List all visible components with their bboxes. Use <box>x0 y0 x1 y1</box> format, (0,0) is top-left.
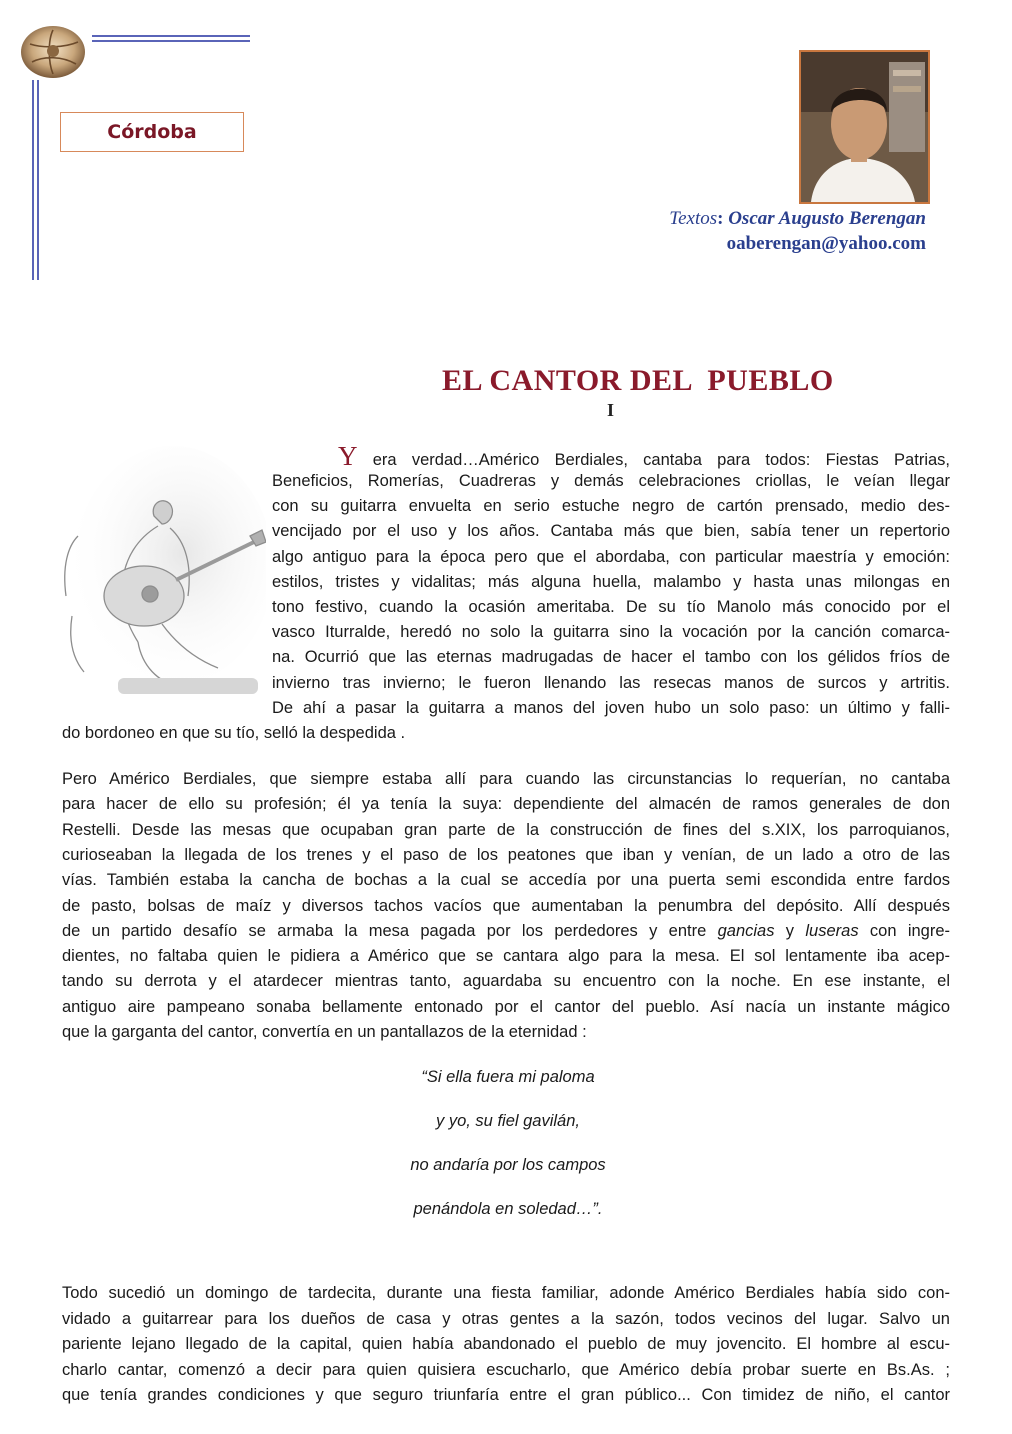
credit-separator: : <box>717 208 729 229</box>
drop-cap: Y <box>338 441 358 471</box>
para2-line: para hacer de ello su profesión; él ya tenía la suya: dependiente del almacén de ramos generales de don <box>62 795 950 814</box>
shell-logo-icon <box>18 22 88 80</box>
para1-line <box>272 441 950 471</box>
article-title: EL CANTOR DEL PUEBLO <box>442 364 834 397</box>
verse-line: no andaría por los campos <box>410 1156 606 1174</box>
para3-line: que tenía grandes condiciones y que seguro triunfaría entre el gran público... Con timidez de niño, el cantor <box>62 1386 950 1405</box>
para2-line: vías. También estaba la cancha de bochas a la cual se accedía por una puerta semi escondida entre fardos <box>62 871 950 890</box>
para1-line: tono festivo, cuando la ocasión ameritaba. De su tío Manolo más conocido por el <box>272 598 950 616</box>
verse-line: y yo, su fiel gavilán, <box>436 1112 580 1130</box>
para2-line7-italic1: gancias <box>717 922 775 940</box>
author-name: Oscar Augusto Berengan <box>728 208 926 229</box>
para1-line: invierno tras invierno; le fueron llenando las resecas manos de surcos y artritis. <box>272 673 950 692</box>
author-email[interactable]: oaberengan@yahoo.com <box>726 233 926 254</box>
para2-line7-mid: y <box>774 922 806 940</box>
author-photo <box>799 50 930 204</box>
para2-line: tando su derrota y el atardecer mientras tanto, aguardaba su encuentro con la noche. En ese instante, el <box>62 972 950 991</box>
para2-line: de pasto, bolsas de maíz y diversos tachos vacíos que aumentaban la penumbra del depósito. Allí después <box>62 896 950 915</box>
para2-line: Pero Américo Berdiales, que siempre estaba allí para cuando las circunstancias lo requerían, no cantaba <box>62 770 950 788</box>
para2-line: antiguo aire pampeano sonaba bellamente entonado por el cantor del pueblo. Así nacía un instante mágico <box>62 997 950 1016</box>
para3-line: vidado a guitarrear para los dueños de casa y otras gentes a la sazón, todos vecinos del lugar. Salvo un <box>62 1309 950 1328</box>
verse-line: “Si ella fuera mi paloma <box>421 1068 595 1086</box>
para2-line: que la garganta del cantor, convertía en un pantallazos de la eternidad : <box>62 1023 587 1041</box>
header-rule-top <box>92 35 250 37</box>
para1-line: De ahí a pasar la guitarra a manos del joven hubo un solo paso: un último y falli- <box>272 698 950 717</box>
para1-line: vasco Iturralde, heredó no solo la guitarra sino la vocación por la canción comarca- <box>272 623 950 642</box>
para2-line: dientes, no faltaba quien le pidiera a Américo que se cantara algo para la mesa. El sol lentamente iba acep- <box>62 947 950 966</box>
para2-line7-after: con ingre- <box>858 922 950 940</box>
para2-line: Restelli. Desde las mesas que ocupaban gran parte de la construcción de fines del s.XIX, los parroquianos, <box>62 820 950 839</box>
para2-line: curioseaban la llegada de los trenes y el paso de los peatones que iban y venían, de un lado a otro de las <box>62 845 950 864</box>
para1-first-text: era verdad…Américo Berdiales, cantaba para todos: Fiestas Patrias, <box>357 451 950 469</box>
para2-line7-before: de un partido desafío se armaba la mesa pagada por los perdedores y entre <box>62 922 718 940</box>
section-label: Córdoba <box>60 112 244 152</box>
para3-line: Todo sucedió un domingo de tardecita, durante una fiesta familiar, adonde Américo Berdiales había sido con- <box>62 1284 950 1302</box>
credit-label: Textos <box>669 208 718 229</box>
para1-line: na. Ocurrió que las eternas madrugadas de hacer el tambo con los gélidos fríos de <box>272 648 950 667</box>
para2-line7-italic2: luseras <box>805 922 859 940</box>
header-rule-bottom <box>92 40 250 42</box>
para1-line: algo antiguo para la época pero que el abordaba, con particular maestría y emoción: <box>272 547 950 566</box>
para1-line: estilos, tristes y vidalitas; más alguna huella, malambo y hasta unas milongas en <box>272 572 950 591</box>
para2-line-7 <box>62 921 950 941</box>
para1-line: do bordoneo en que su tío, selló la despedida . <box>62 724 406 742</box>
author-credits <box>669 206 926 256</box>
verse-line: penándola en soledad…”. <box>413 1200 603 1218</box>
para3-line: pariente lejano llegado de la capital, quien había abandonado el pueblo de muy jovencito. El hombre al escu- <box>62 1335 950 1354</box>
para1-line: Beneficios, Romerías, Cuadreras y demás celebraciones criollas, le veían llegar <box>272 472 950 490</box>
para1-line: vencijado por el uso y los años. Cantaba más que bien, sabía tener un repertorio <box>272 522 950 541</box>
para1-line: con su guitarra envuelta en serio estuche negro de cartón prensado, medio des- <box>272 497 950 516</box>
margin-rule-left <box>32 80 34 280</box>
guitarist-illustration <box>58 446 266 702</box>
para3-line: charlo cantar, comenzó a decir para quien quisiera escucharlo, que Américo debía probar suerte en Bs.As. ; <box>62 1360 950 1379</box>
margin-rule-right <box>37 80 39 280</box>
article-part: I <box>607 400 615 420</box>
